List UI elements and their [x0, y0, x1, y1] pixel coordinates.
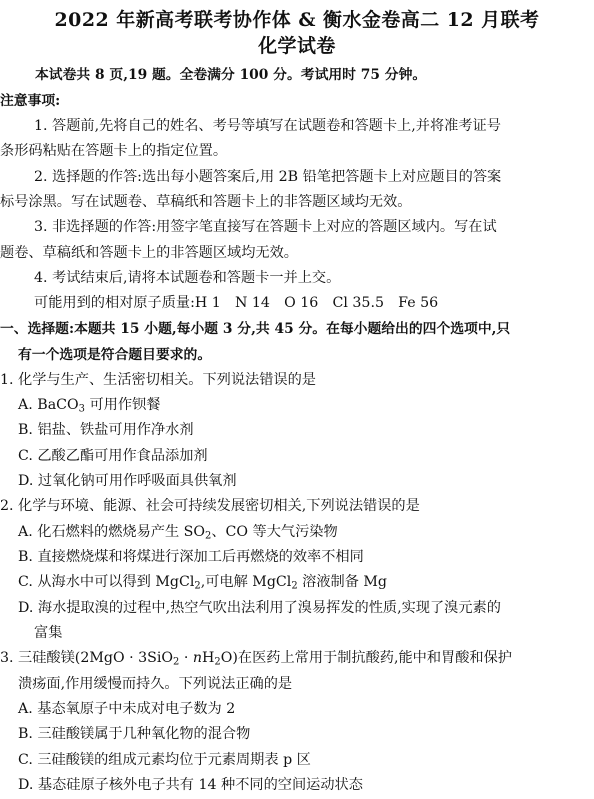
q3-stem-cont: 溃疡面,作用缓慢而持久。下列说法正确的是: [18, 676, 293, 692]
q2-option-c: C. 从海水中可以得到 MgCl$_2$,可电解 MgCl$_2$ 溶液制备 Mg: [18, 574, 388, 592]
q2-option-a: A. 化石燃料的燃烧易产生 $SO_2$、CO 等大气污染物: [18, 524, 338, 542]
q3-option-c: C. 三硅酸镁的组成元素均位于元素周期表 p 区: [18, 752, 311, 768]
notice-item-2-cont: 标号涂黑。写在试题卷、草稿纸和答题卡上的非答题区域均无效。: [0, 194, 412, 210]
section-heading-cont: 有一个选项是符合题目要求的。: [18, 347, 212, 363]
q2-option-b: B. 直接燃烧煤和将煤进行深加工后再燃烧的效率不相同: [18, 549, 364, 565]
q1-option-a: A. BaCO$_3$ 可用作钡餐: [18, 397, 161, 415]
q3-option-a: A. 基态氧原子中未成对电子数为 2: [18, 701, 236, 717]
exam-title: 2022 年新高考联考协作体 & 衡水金卷高二 12 月联考: [54, 9, 540, 31]
q2-option-d: D. 海水提取溴的过程中,热空气吹出法利用了溴易挥发的性质,实现了溴元素的: [18, 600, 501, 616]
q1-stem: 1. 化学与生产、生活密切相关。下列说法错误的是: [0, 372, 316, 388]
notice-item-1-cont: 条形码粘贴在答题卡上的指定位置。: [0, 143, 228, 159]
exam-subtitle: 化学试卷: [258, 35, 336, 57]
notice-item-1: 1. 答题前,先将自己的姓名、考号等填写在试题卷和答题卡上,并将准考证号: [34, 118, 501, 134]
notice-heading: 注意事项:: [0, 93, 61, 109]
notice-item-3-cont: 题卷、草稿纸和答题卡上的非答题区域均无效。: [0, 245, 298, 261]
q3-option-b: B. 三硅酸镁属于几种氧化物的混合物: [18, 726, 251, 742]
q2-stem: 2. 化学与环境、能源、社会可持续发展密切相关,下列说法错误的是: [0, 498, 420, 514]
section-heading: 一、选择题:本题共 15 小题,每小题 3 分,共 45 分。在每小题给出的四个选项中,只: [0, 321, 511, 337]
q3-stem: 3. 三硅酸镁$(2MgO \cdot 3SiO_2 \cdot nH_2O)$在医药上常用于制抗酸药,能中和胃酸和保护: [0, 650, 512, 668]
q1-option-c: C. 乙酸乙酯可用作食品添加剂: [18, 448, 208, 464]
q3-option-d: D. 基态硅原子核外电子共有 14 种不同的空间运动状态: [18, 777, 363, 793]
notice-item-4: 4. 考试结束后,请将本试题卷和答题卡一并上交。: [34, 270, 341, 286]
exam-info: 本试卷共 8 页,19 题。全卷满分 100 分。考试用时 75 分钟。: [35, 67, 427, 83]
notice-item-3: 3. 非选择题的作答:用签字笔直接写在答题卡上对应的答题区域内。写在试: [34, 219, 497, 235]
q1-option-d: D. 过氧化钠可用作呼吸面具供氧剂: [18, 473, 237, 489]
q2-option-d-cont: 富集: [34, 625, 63, 641]
atomic-masses: 可能用到的相对原子质量:H 1 N 14 O 16 Cl 35.5 Fe 56: [34, 295, 439, 311]
q1-option-b: B. 铝盐、铁盐可用作净水剂: [18, 422, 194, 438]
notice-item-2: 2. 选择题的作答:选出每小题答案后,用 2B 铅笔把答题卡上对应题目的答案: [34, 169, 502, 185]
